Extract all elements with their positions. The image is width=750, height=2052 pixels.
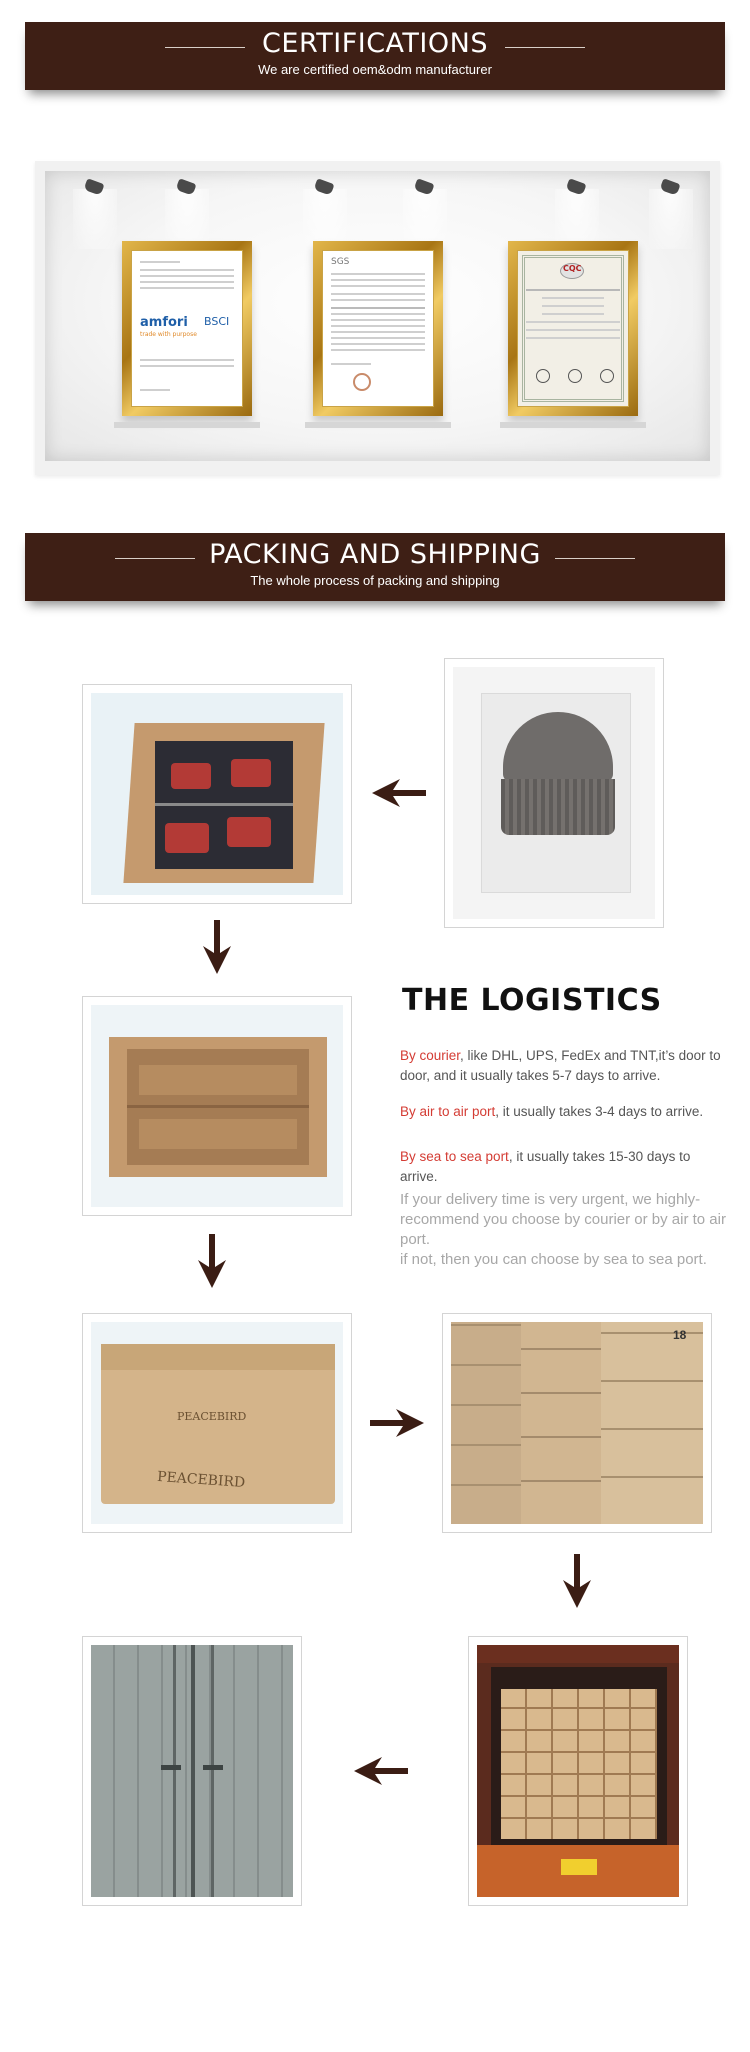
carton-number-label: 18	[673, 1328, 687, 1342]
photo-stacked-cartons[interactable]	[442, 1313, 712, 1533]
delivery-note	[400, 1190, 732, 1270]
spotlight-icon	[659, 181, 681, 197]
packing-subtitle: The whole process of packing and shipping	[250, 573, 500, 588]
certificate-paper	[517, 250, 629, 407]
banner-rule-right	[555, 558, 635, 559]
banner-rule-right	[505, 47, 585, 48]
arrow-down-icon	[560, 1552, 594, 1610]
sea-rest: , it usually takes 15-30 days to arrive.	[400, 1149, 691, 1184]
arrow-right-icon	[368, 1406, 426, 1440]
arrow-down-icon	[195, 1232, 229, 1290]
sea-text	[400, 1147, 730, 1187]
sgs-logo: SGS	[331, 257, 350, 267]
amfori-logo: amfori	[140, 315, 188, 330]
photo-loaded-container[interactable]	[468, 1636, 688, 1906]
certificate-frame-amfori[interactable]	[122, 241, 252, 416]
courier-text	[400, 1046, 730, 1086]
spotlight-icon	[313, 181, 335, 197]
air-text	[400, 1102, 730, 1122]
spotlight-icon	[175, 181, 197, 197]
certificate-frame-sgs[interactable]	[313, 241, 443, 416]
carton-brand-label-large: PEACEBIRD	[156, 1468, 246, 1492]
arrow-left-icon	[370, 776, 428, 810]
certificate-paper	[131, 250, 243, 407]
carton-brand-label: PEACEBIRD	[177, 1410, 247, 1423]
photo-sealed-carton[interactable]	[82, 1313, 352, 1533]
logistics-title: THE LOGISTICS	[402, 983, 662, 1018]
banner-rule-left	[115, 558, 195, 559]
bsci-badge: BSCI	[204, 315, 230, 328]
banner-rule-left	[165, 47, 245, 48]
certifications-title: CERTIFICATIONS	[262, 28, 488, 59]
arrow-left-icon	[352, 1754, 410, 1788]
photo-bagged-beanie[interactable]	[444, 658, 664, 928]
courier-rest: , like DHL, UPS, FedEx and TNT,it’s door to door, and it usually takes 5-7 days to arrive.	[400, 1048, 721, 1083]
certificate-gallery	[35, 161, 720, 475]
packing-title: PACKING AND SHIPPING	[209, 539, 541, 570]
sea-highlight: By sea to sea port	[400, 1149, 509, 1164]
spotlight-icon	[83, 181, 105, 197]
arrow-down-icon	[200, 918, 234, 976]
photo-empty-carton[interactable]	[82, 996, 352, 1216]
courier-highlight: By courier	[400, 1048, 461, 1063]
delivery-note-line2: if not, then you can choose by sea to sea port.	[400, 1251, 707, 1268]
certificate-frame-cqc[interactable]	[508, 241, 638, 416]
photo-container-doors[interactable]	[82, 1636, 302, 1906]
amfori-tagline: trade with purpose	[140, 331, 197, 338]
certificate-paper	[322, 250, 434, 407]
air-highlight: By air to air port	[400, 1104, 496, 1119]
packing-banner	[25, 533, 725, 601]
cqc-logo: CQC	[563, 264, 582, 273]
spotlight-icon	[565, 181, 587, 197]
photo-box-with-bags[interactable]	[82, 684, 352, 904]
air-rest: , it usually takes 3-4 days to arrive.	[495, 1104, 704, 1119]
certifications-banner	[25, 22, 725, 90]
certifications-subtitle: We are certified oem&odm manufacturer	[258, 62, 492, 77]
spotlight-icon	[413, 181, 435, 197]
delivery-note-line1: If your delivery time is very urgent, we highly-recommend you choose by courier or by air to air port.	[400, 1191, 726, 1248]
